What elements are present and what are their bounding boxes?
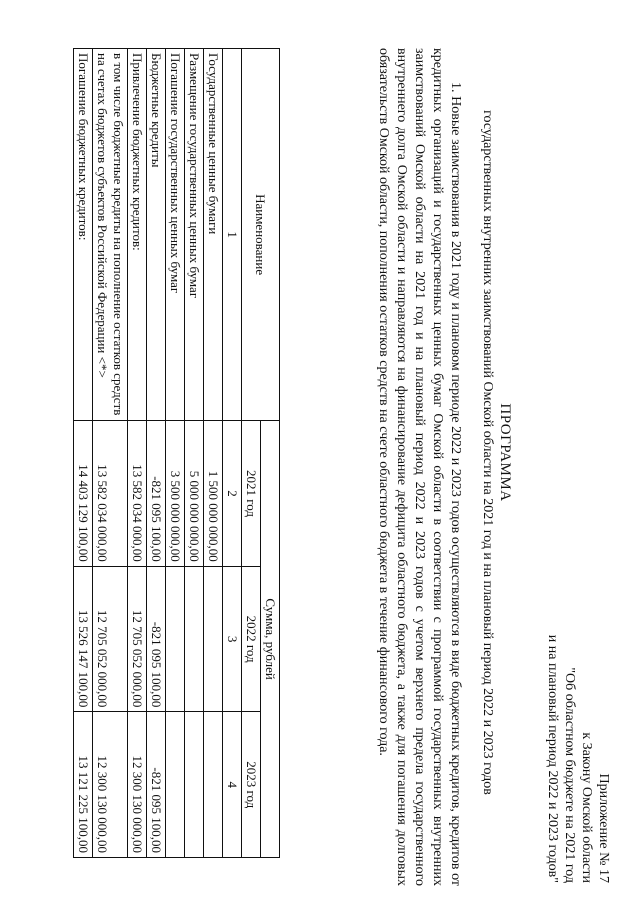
- intro-paragraph: 1. Новые заимствования в 2021 году и плановом периоде 2022 и 2023 годов осуществляются в виде бюджетных кредитов, кредитов от кредитных организаций и государственных ценных бумаг Омской области в соответствии с программой государственных внутренних заимствований Омской области на 2021 год и на плановый период 2022 и 2023 годов с учетом верхнего предела государственного внутреннего долга Омской области и направляются на финансирование дефицита областного бюджета, а также для погашения долговых обязательств Омской области, пополнения остатков средств на счете областного бюджета в течение финансового года.: [376, 48, 463, 886]
- value-2022: -821 095 100,00: [147, 566, 166, 712]
- value-2022: 12 705 052 000,00: [93, 566, 128, 712]
- row-name: Привлечение бюджетных кредитов:: [128, 49, 147, 421]
- header-year-2023: 2023 год: [242, 712, 261, 858]
- table-row: [128, 49, 147, 858]
- table-row: [185, 49, 204, 858]
- value-2021: 14 403 129 100,00: [74, 421, 93, 567]
- annex-law: к Закону Омской области: [579, 732, 594, 883]
- value-2023: [204, 712, 223, 858]
- value-2021: 1 500 000 000,00: [204, 421, 223, 567]
- value-2023: [166, 712, 185, 858]
- value-2023: 12 300 130 000,00: [128, 712, 147, 858]
- value-2022: [185, 566, 204, 712]
- index-cell: 3: [223, 566, 242, 712]
- row-name: Погашение государственных ценных бумаг: [166, 49, 185, 421]
- annex-header: [544, 635, 612, 883]
- annex-law-title-1: "Об областном бюджете на 2021 год: [562, 667, 577, 883]
- borrowing-table: [73, 48, 280, 858]
- document-subtitle: государственных внутренних заимствований Омской области на 2021 год и на плановый период 2022 и 2023 годов: [480, 110, 495, 795]
- table-row: [204, 49, 223, 858]
- annex-law-title-2: и на плановый период 2022 и 2023 годов": [545, 634, 560, 883]
- value-2022: [204, 566, 223, 712]
- row-name: Размещение государственных ценных бумаг: [185, 49, 204, 421]
- value-2023: [185, 712, 204, 858]
- header-year-2021: 2021 год: [242, 421, 261, 567]
- table-index-row: [223, 49, 242, 858]
- table-row: [93, 49, 128, 858]
- value-2022: [166, 566, 185, 712]
- value-2023: -821 095 100,00: [147, 712, 166, 858]
- value-2021: 13 582 034 000,00: [128, 421, 147, 567]
- row-name: Бюджетные кредиты: [147, 49, 166, 421]
- annex-number: Приложение № 17: [596, 773, 611, 883]
- value-2021: 3 500 000 000,00: [166, 421, 185, 567]
- value-2023: 13 121 225 100,00: [74, 712, 93, 858]
- header-year-2022: 2022 год: [242, 566, 261, 712]
- value-2021: 13 582 034 000,00: [93, 421, 128, 567]
- row-name: Государственные ценные бумаги: [204, 49, 223, 421]
- value-2021: 5 000 000 000,00: [185, 421, 204, 567]
- value-2022: 13 526 147 100,00: [74, 566, 93, 712]
- table-header-row: [261, 49, 280, 858]
- index-cell: 4: [223, 712, 242, 858]
- value-2022: 12 705 052 000,00: [128, 566, 147, 712]
- value-2021: -821 095 100,00: [147, 421, 166, 567]
- index-cell: 1: [223, 49, 242, 421]
- document-title: ПРОГРАММА: [497, 403, 513, 502]
- header-name: Наименование: [242, 49, 280, 421]
- row-name: в том числе бюджетные кредиты на пополнение остатков средств на счетах бюджетов субъектов Российской Федерации <*>: [93, 49, 128, 421]
- header-sum: Сумма, рублей: [261, 421, 280, 858]
- table-row: [147, 49, 166, 858]
- table-row: [74, 49, 93, 858]
- index-cell: 2: [223, 421, 242, 567]
- row-name: Погашение бюджетных кредитов:: [74, 49, 93, 421]
- value-2023: 12 300 130 000,00: [93, 712, 128, 858]
- table-row: [166, 49, 185, 858]
